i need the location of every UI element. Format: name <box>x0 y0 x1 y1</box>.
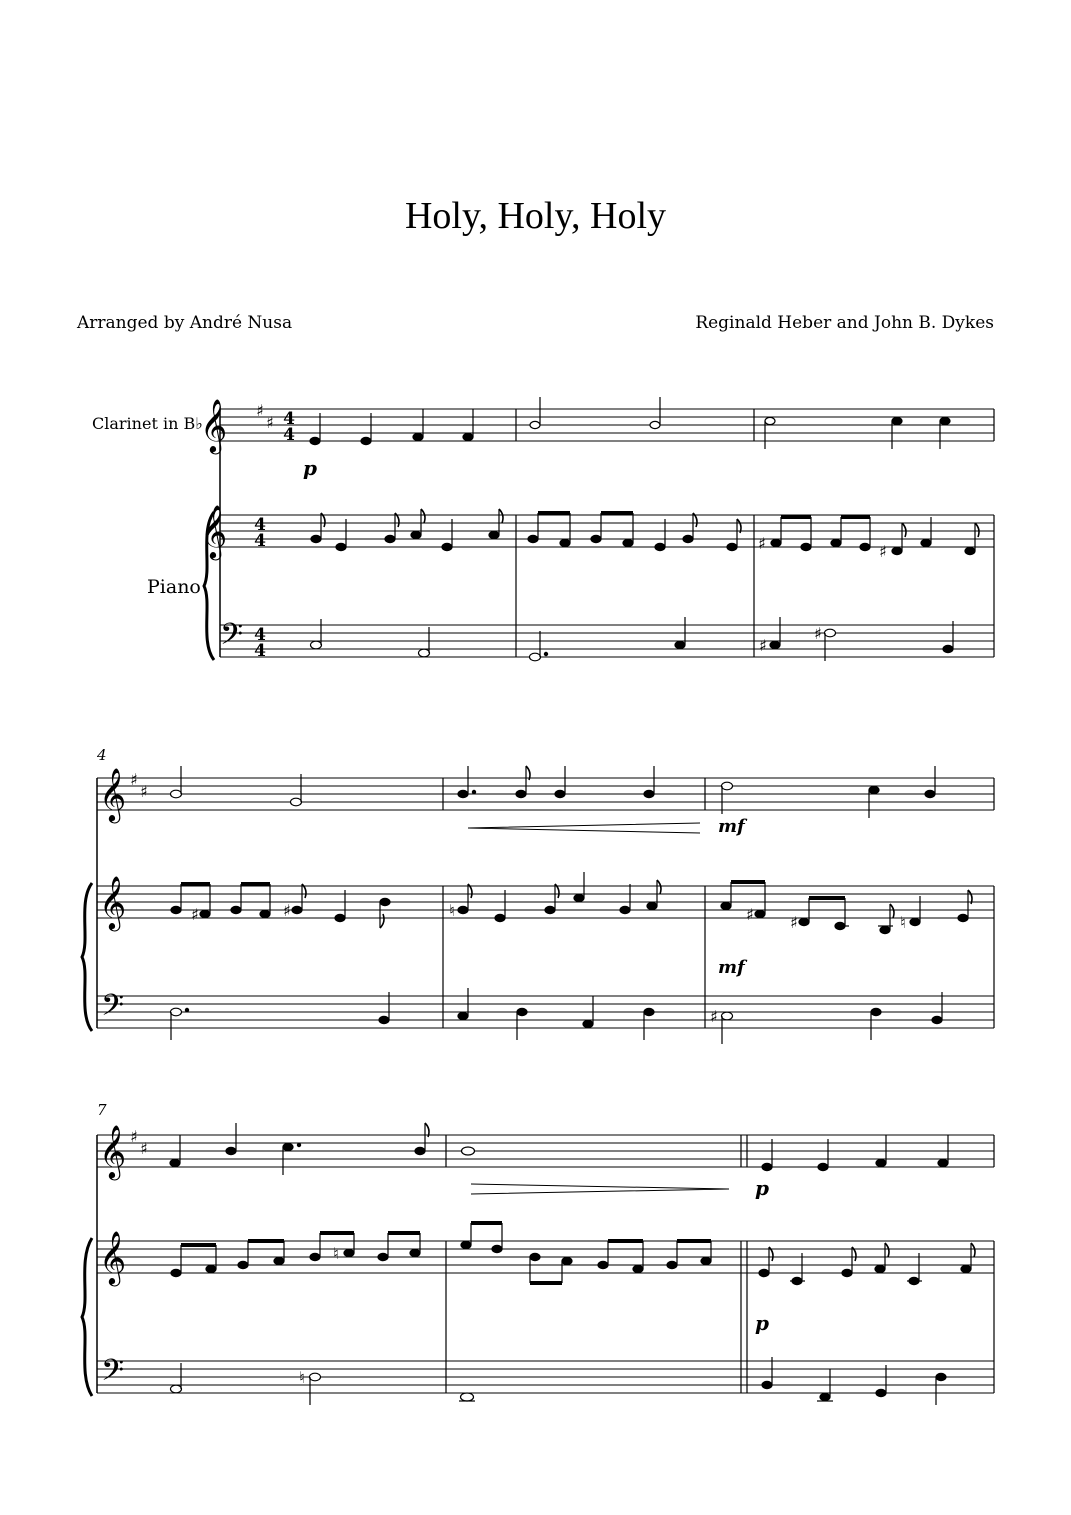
beams <box>181 880 845 900</box>
piano-treble-notes-m1-3 <box>311 509 975 555</box>
accidentals <box>759 624 822 655</box>
time-sig-beats: 4 <box>283 409 295 429</box>
accidentals: ♮ <box>333 1244 339 1263</box>
composer-credit: Reginald Heber and John B. Dykes <box>695 313 994 333</box>
crescendo-hairpin <box>468 823 700 833</box>
svg-text:♯: ♯ <box>758 534 766 553</box>
svg-text:♯: ♯ <box>191 905 199 924</box>
key-signature-sharp: ♯ <box>130 770 138 789</box>
piano-treble-notes-m7-9 <box>171 1223 971 1285</box>
barlines <box>516 409 994 657</box>
dynamic-marking: p <box>303 456 317 480</box>
dynamic-marking: mf <box>718 816 745 837</box>
decrescendo-hairpin <box>471 1184 729 1194</box>
bass-clef-icon: 𝄢 <box>220 618 244 659</box>
time-sig-beats: 4 <box>254 625 266 645</box>
treble-clef-icon: 𝄞 <box>99 767 127 821</box>
time-sig-beat-type: 4 <box>254 531 266 551</box>
system-1 <box>204 409 994 660</box>
accidentals <box>191 901 906 932</box>
key-signature-sharp: ♯ <box>256 401 264 420</box>
accidentals: ♯ <box>710 1007 718 1026</box>
flags <box>302 880 972 928</box>
time-sig-beat-type: 4 <box>283 425 295 445</box>
svg-text:♯: ♯ <box>746 905 754 924</box>
piano-treble-staff <box>220 515 994 547</box>
piano-brace <box>82 883 92 1031</box>
system-2 <box>82 778 994 1031</box>
arranger-credit: Arranged by André Nusa <box>77 313 293 333</box>
system-3 <box>82 1135 994 1396</box>
clarinet-staff <box>220 409 994 441</box>
dynamic-marking: mf <box>718 957 745 978</box>
piano-bass-notes-m1-3 <box>311 617 954 661</box>
key-signature-sharp: ♯ <box>266 413 274 432</box>
treble-clef-icon: 𝄞 <box>200 398 228 452</box>
time-sig-beats: 4 <box>254 515 266 535</box>
dynamic-marking: p <box>755 1176 769 1200</box>
svg-text:♯: ♯ <box>283 901 291 920</box>
time-signature <box>254 409 295 661</box>
svg-text:♮: ♮ <box>449 901 455 920</box>
svg-text:♯: ♯ <box>790 913 798 932</box>
score-title: Holy, Holy, Holy <box>404 195 667 237</box>
key-signature-sharp: ♯ <box>140 782 148 801</box>
flags <box>769 1243 975 1261</box>
svg-text:♯: ♯ <box>814 624 822 643</box>
svg-text:♯: ♯ <box>759 636 767 655</box>
key-signature-sharp: ♯ <box>140 1139 148 1158</box>
treble-clef-icon: 𝄞 <box>99 1230 127 1284</box>
measure-number: 7 <box>97 1101 107 1119</box>
key-signature-sharp: ♯ <box>130 1127 138 1146</box>
piano-label: Piano <box>147 576 201 598</box>
bass-clef-icon: 𝄢 <box>101 1354 125 1395</box>
clarinet-label: Clarinet in B♭ <box>92 414 203 433</box>
piano-brace <box>82 1238 92 1396</box>
piano-bass-notes-m7-9 <box>171 1357 947 1405</box>
svg-text:♯: ♯ <box>879 542 887 561</box>
svg-text:♮: ♮ <box>900 913 906 932</box>
treble-clef-icon: 𝄞 <box>99 875 127 929</box>
piano-bass-staff <box>220 625 994 657</box>
treble-clef-icon: 𝄞 <box>99 1124 127 1178</box>
dynamic-marking: p <box>755 1311 769 1335</box>
accidentals: ♮ <box>299 1368 305 1387</box>
bass-clef-icon: 𝄢 <box>101 989 125 1030</box>
treble-clef-icon: 𝄞 <box>200 504 228 558</box>
measure-number: 4 <box>97 746 107 764</box>
time-sig-beat-type: 4 <box>254 641 266 661</box>
